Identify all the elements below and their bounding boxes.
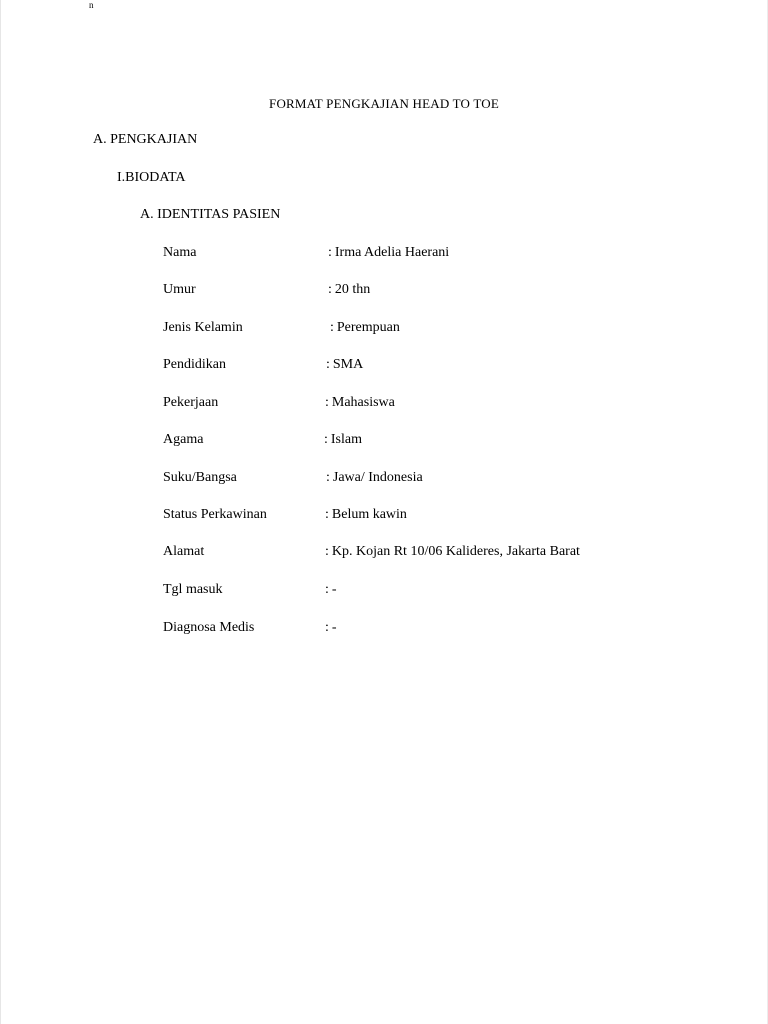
field-value-text: - [331, 620, 337, 635]
field-value-text: Perempuan [336, 320, 400, 335]
field-colon: : [324, 432, 328, 447]
field-value [326, 356, 363, 374]
document-title: FORMAT PENGKAJIAN HEAD TO TOE [269, 96, 499, 111]
field-value-text: SMA [332, 357, 364, 372]
field-value-text: Belum kawin [331, 507, 407, 522]
field-colon: : [325, 544, 329, 559]
field-value [328, 281, 370, 299]
field-colon: : [330, 320, 334, 335]
field-value [324, 431, 362, 449]
field-colon: : [328, 245, 332, 260]
field-value [325, 394, 395, 412]
field-value-text: Jawa/ Indonesia [332, 470, 423, 485]
field-colon: : [325, 620, 329, 635]
field-value-text: Irma Adelia Haerani [334, 245, 450, 260]
field-colon: : [325, 582, 329, 597]
field-value [330, 319, 400, 337]
subsection-identitas-pasien-heading: A. IDENTITAS PASIEN [140, 207, 281, 222]
field-value-text: Islam [330, 432, 362, 447]
field-value-text: - [331, 582, 337, 597]
field-value [328, 244, 449, 262]
field-label: Nama [163, 245, 197, 260]
field-label: Umur [163, 282, 196, 297]
field-label: Jenis Kelamin [163, 320, 243, 335]
field-value-text: 20 thn [334, 282, 371, 297]
field-value [325, 506, 407, 524]
field-value-text: Mahasiswa [331, 395, 395, 410]
field-label: Pekerjaan [163, 395, 219, 410]
field-label: Alamat [163, 544, 205, 559]
page-left-edge [0, 0, 1, 1024]
field-colon: : [326, 357, 330, 372]
field-colon: : [325, 507, 329, 522]
field-label: Pendidikan [163, 357, 226, 372]
section-pengkajian-heading: A. PENGKAJIAN [93, 132, 198, 147]
field-label: Status Perkawinan [163, 507, 267, 522]
field-value [325, 581, 337, 599]
field-colon: : [325, 395, 329, 410]
corner-mark: n [89, 0, 94, 10]
field-colon: : [328, 282, 332, 297]
field-value-text: Kp. Kojan Rt 10/06 Kalideres, Jakarta Barat [331, 544, 580, 559]
field-label: Suku/Bangsa [163, 470, 237, 485]
field-label: Diagnosa Medis [163, 620, 255, 635]
field-value [325, 619, 337, 637]
field-colon: : [326, 470, 330, 485]
section-biodata-heading: I.BIODATA [117, 170, 186, 185]
field-label: Tgl masuk [163, 582, 223, 597]
field-value [325, 543, 580, 561]
field-label: Agama [163, 432, 204, 447]
field-value [326, 469, 423, 487]
